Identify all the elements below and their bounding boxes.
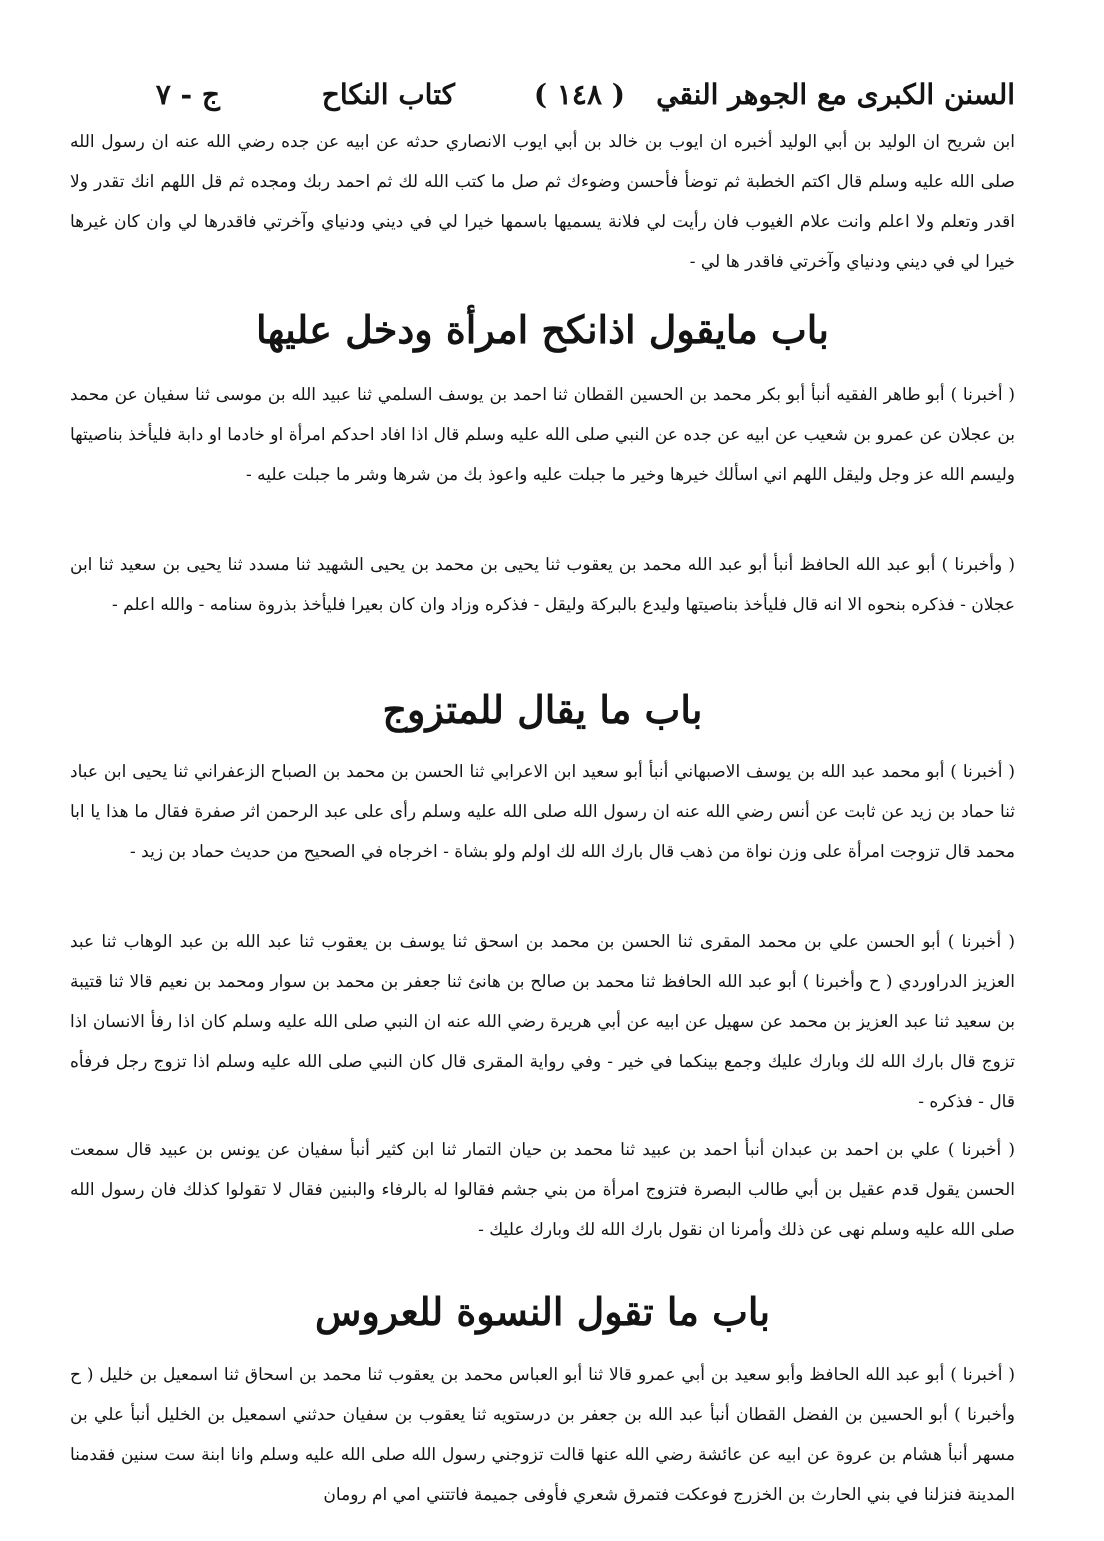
paragraph-text: ( أخبرنا ) أبو محمد عبد الله بن يوسف الاصبهاني أنبأ أبو سعيد ابن الاعرابي ثنا الحسن بن محمد بن الصباح الزعفراني ثنا يحيى ابن عباد ثنا حماد بن زيد عن ثابت عن أنس رضي الله عنه ان رسول الله صلى الله عليه وسلم رأى على عبد الرحمن اثر صفرة فقال ما هذا يا ابا محمد قال تزوجت امرأة على وزن نواة من ذهب قال بارك الله لك اولم ولو بشاة - اخرجاه في الصحيح من حديث حماد بن زيد - bbox=[70, 762, 1015, 862]
paragraph-text: ( وأخبرنا ) أبو عبد الله الحافظ أنبأ أبو عبد الله محمد بن يعقوب ثنا يحيى بن محمد بن يحيى الشهيد ثنا مسدد ثنا يحيى بن سعيد ثنا ابن عجلان - فذكره بنحوه الا انه قال فليأخذ بناصيتها وليدع بالبركة وليقل - فذكره وزاد وان كان بعيرا فليأخذ بذروة سنامه - والله اعلم - bbox=[70, 555, 1015, 615]
hadith-paragraph-5 bbox=[70, 1130, 1015, 1250]
volume-number: ج - ٧ bbox=[155, 78, 220, 111]
section-heading-groom: باب ما يقال للمتزوج bbox=[382, 687, 703, 732]
paragraph-text: ( أخبرنا ) أبو عبد الله الحافظ وأبو سعيد بن أبي عمرو قالا ثنا أبو العباس محمد بن يعقوب ثنا محمد بن اسحاق ثنا اسمعيل بن خليل ( ح وأخبرنا ) أبو الحسين بن الفضل القطان أنبأ عبد الله بن جعفر بن درستويه ثنا يعقوب بن سفيان حدثني اسمعيل بن الخليل أنبأ علي بن مسهر أنبأ هشام بن عروة عن ابيه عن عائشة رضي الله عنها قالت تزوجني رسول الله صلى الله عليه وسلم وانا ابنة ست سنين فقدمنا المدينة فنزلنا في بني الحارث بن الخزرج فوعكت فتمرق شعري فأوفى جميمة فاتتني امي ام رومان bbox=[70, 1365, 1015, 1505]
page-number: ( ١٤٨ ) bbox=[533, 78, 625, 111]
section-heading-marriage-entry: باب مايقول اذانكح امرأة ودخل عليها bbox=[256, 307, 829, 352]
hadith-paragraph-4 bbox=[70, 922, 1015, 1122]
paragraph-text: ( أخبرنا ) علي بن احمد بن عبدان أنبأ احمد بن عبيد ثنا محمد بن حيان التمار ثنا ابن كثير أنبأ سفيان عن يونس بن عبيد قال سمعت الحسن يقول قدم عقيل بن أبي طالب البصرة فتزوج امرأة من بني جشم فقالوا له بالرفاء والبنين فقال لا تقولوا كذلك فان رسول الله صلى الله عليه وسلم نهى عن ذلك وأمرنا ان نقول بارك الله لك وبارك عليك - bbox=[70, 1140, 1015, 1240]
hadith-paragraph-3 bbox=[70, 752, 1015, 872]
book-title: السنن الكبرى مع الجوهر النقي bbox=[656, 78, 1015, 111]
paragraph-text: ( أخبرنا ) أبو طاهر الفقيه أنبأ أبو بكر محمد بن الحسين القطان ثنا احمد بن يوسف السلمي ثنا عبيد الله بن موسى ثنا سفيان عن محمد بن عجلان عن عمرو بن شعيب عن ابيه عن جده عن النبي صلى الله عليه وسلم قال اذا افاد احدكم امرأة او خادما او دابة فليأخذ بناصيتها وليسم الله عز وجل وليقل اللهم اني اسألك خيرها وخير ما جبلت عليه واعوذ بك من شرها وشر ما جبلت عليه - bbox=[70, 385, 1015, 485]
hadith-paragraph-2 bbox=[70, 545, 1015, 625]
chapter-title: كتاب النكاح bbox=[321, 78, 455, 111]
hadith-paragraph-6 bbox=[70, 1355, 1015, 1515]
paragraph-text: ( أخبرنا ) أبو الحسن علي بن محمد المقرى ثنا الحسن بن محمد بن اسحق ثنا يوسف بن يعقوب ثنا عبد الله بن عبد الوهاب ثنا عبد العزيز الدراوردي ( ح وأخبرنا ) أبو عبد الله الحافظ ثنا محمد بن صالح بن هانئ ثنا جعفر بن محمد بن سوار ومحمد بن نعيم قالا ثنا قتيبة بن سعيد ثنا عبد العزيز بن محمد عن سهيل عن ابيه عن أبي هريرة رضي الله عنه ان النبي صلى الله عليه وسلم كان اذا رفأ الانسان اذا تزوج قال بارك الله لك وبارك عليك وجمع بينكما في خير - وفي رواية المقرى قال كان النبي صلى الله عليه وسلم اذا تزوج رجل فرفأه قال - فذكره - bbox=[70, 932, 1015, 1112]
paragraph-continuation bbox=[70, 122, 1015, 282]
page-header bbox=[95, 70, 1015, 120]
section-heading-bride: باب ما تقول النسوة للعروس bbox=[314, 1289, 771, 1334]
hadith-paragraph-1 bbox=[70, 375, 1015, 495]
paragraph-text: ابن شريح ان الوليد بن أبي الوليد أخبره ان ايوب بن خالد بن أبي ايوب الانصاري حدثه عن ابيه عن جده رضي الله عنه ان رسول الله صلى الله عليه وسلم قال اكتم الخطبة ثم توضأ فأحسن وضوءك ثم صل ما كتب الله لك ثم احمد ربك ومجده ثم قل اللهم انك تقدر ولا اقدر وتعلم ولا اعلم وانت علام الغيوب فان رأيت لي فلانة يسميها باسمها خيرا لي في ديني ودنياي وآخرتي فاقدرها لي وان كان غيرها خيرا لي في ديني ودنياي وآخرتي فاقدر ها لي - bbox=[70, 132, 1015, 272]
